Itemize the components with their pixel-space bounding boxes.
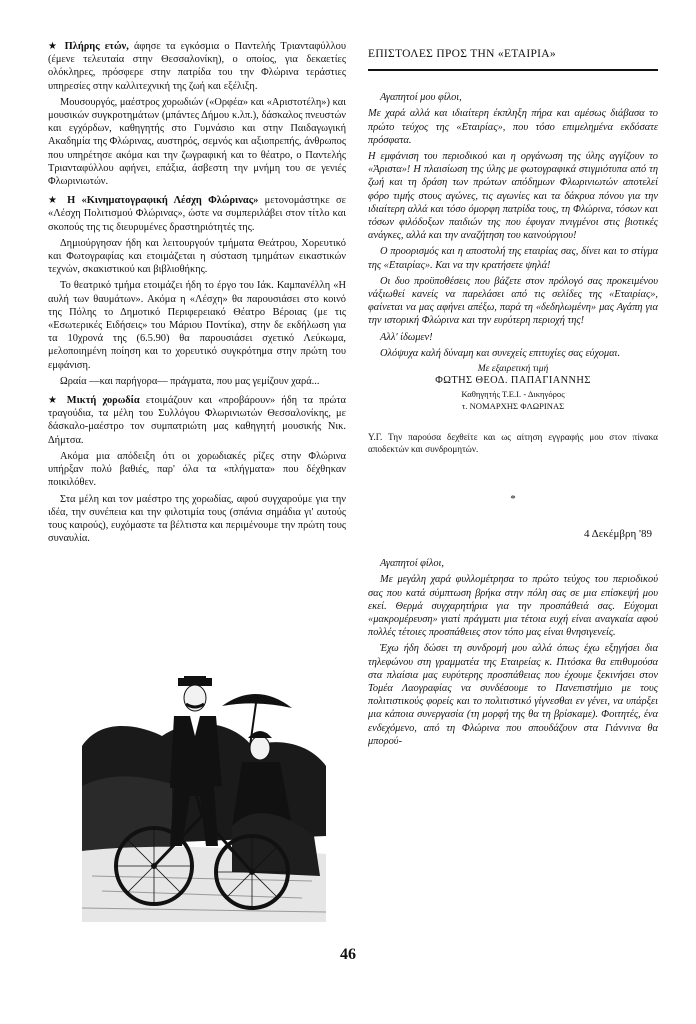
postscript: Υ.Γ. Την παρούσα δεχθείτε και ως αίτηση εγγραφής μου στον πίνακα αποδεκτών και συνδρομητών.	[368, 431, 658, 454]
paragraph: Ακόμα μια απόδειξη ότι οι χορωδιακές ρίζες στην Φλώρινα υπήρξαν πολύ βαθιές, παρ' όλα τα «πλήγματα» που δέχθηκαν ποικιλόθεν.	[48, 450, 346, 489]
sig-closing: Με εξαιρετική τιμή	[477, 364, 549, 375]
left-column	[48, 40, 346, 548]
paragraph: Με μεγάλη χαρά φυλλομέτρησα το πρώτο τεύχος του περιοδικού σας που κατά σύμπτωση βρήκα στην πόλη σας σε μια επίσκεψή μου εκεί. Θερμά συγχαρητήρια για την προσπάθειά σας. Εύχομαι «μακρομέρευση» γιατί πράγματι μια τέτοια ευχή είναι αναγκαία αφού πολλές τέτοιες προσπάθειες στον τόπο μας είναι θνησιγενείς.	[368, 574, 658, 639]
section-title: Η «Κινηματογραφική Λέσχη Φλώρινας»	[67, 195, 259, 207]
section-header: ΕΠΙΣΤΟΛΕΣ ΠΡΟΣ ΤΗΝ «ΕΤΑΙΡΙΑ»	[368, 48, 556, 60]
couple-on-bicycle-engraving	[82, 676, 326, 922]
paragraph: Η εμφάνιση του περιοδικού και η οργάνωση της ύλης αγγίζουν το «Άριστα»! Η πλαισίωση της ύλης με φωτογραφικά στιγμιότυπα από τη ζωή και τη δράση των πρώτων απόδημων Φλωρινιωτών αποτελεί φόρο τιμής στους αγώνες, τις αγωνίες και τα δάκρυα πόνου για την ιδιαίτερη αλλά και τόσο όμορφη πατρίδα τους, τη Φλώρινα, τόσων και τόσων φιλόδοξων παιδιών της που έφυγαν πνιγμένοι στις βιοτικές ανάγκες, αλλά και την αναζήτηση του καινούργιου!	[368, 151, 658, 242]
star-icon: ★	[48, 395, 61, 407]
greeting: Αγαπητοί μου φίλοι,	[380, 92, 462, 104]
paragraph: Με χαρά αλλά και ιδιαίτερη έκπληξη πήρα και αμέσως διάβασα το πρώτο τεύχος της «Εταιρίας», που τόσο επιμελημένα εκδόσατε πρόσφατα.	[368, 108, 658, 146]
separator: *	[510, 492, 516, 505]
sig-title: Καθηγητής Τ.Ε.Ι. - Δικηγόρος	[461, 388, 565, 399]
paragraph: Οι δυο προϋποθέσεις που βάζετε στον πρόλογό σας προκειμένου νάξιωθεί κανείς να παρελάσει από τις σελίδες της «Εταιρίας», φαίνεται να μας αφήνει απέξω, παρά τη «δεδηλωμένη» μας Αγάπη για την ιστορική Φλώρινα και την ευρύτερη περιοχή της!	[368, 275, 658, 327]
paragraph: Μουσουργός, μαέστρος χορωδιών («Ορφέα» και «Αριστοτέλη») και μουσικών συγκροτημάτων (μπάντες Δήμου κ.λπ.), δάσκαλος πνευστών και εγχόρδων, καθηγητής στο Γυμνάσιο και στην Παιδαγωγική Ακαδημία της Φλώρινας, αυστηρός, σεμνός και αξιοπρεπής, άνθρωπος που υπηρέτησε ακόμα και την ζωγραφική και το θέατρο, ο Παντελής Τριανταφύλλου αφήνει, επάξια, άσβεστη την μνήμη του σε γενιές Φλωρινιωτών.	[48, 96, 346, 188]
paragraph: ★ Πλήρης ετών, άφησε τα εγκόσμια ο Παντελής Τριανταφύλλου (έμενε τελευταία στην Θεσσαλονίκη), ο οποίος, για δεκαετίες ολόκληρες, πρόσφερε στην πατρίδα του την Φλώρινα τεράστιες υπηρεσίες στην καλλιτεχνική της ζωή και εξέλιξη.	[48, 41, 346, 92]
sig-title: τ. ΝΟΜΑΡΧΗΣ ΦΛΩΡΙΝΑΣ	[461, 401, 565, 412]
section-title: Πλήρης ετών,	[64, 41, 129, 52]
section-title: Μικτή χορωδία	[66, 395, 140, 407]
sig-name: ΦΩΤΗΣ ΘΕΟΔ. ΠΑΠΑΓΙΑΝΝΗΣ	[435, 375, 591, 387]
star-icon: ★	[48, 195, 61, 207]
signature-block	[368, 363, 658, 413]
paragraph: ★ Μικτή χορωδία ετοιμάζουν και «προβάρουν» ήδη τα πρώτα τραγούδια, τα μέλη του Συλλόγου Φλωρινιωτών Θεσσαλονίκης, με δάσκαλο-μαέστρο τον συμπατριώτη μας καθηγητή μουσικής Νικ. Δήμτσα.	[48, 395, 346, 446]
paragraph: Αλλ' ίδωμεν!	[380, 331, 433, 343]
star-icon: ★	[48, 41, 60, 52]
paragraph: Ο προορισμός και η αποστολή της εταιρίας σας, δίνει και το στίγμα της «Εταιρίας». Και να την κρατήσετε ψηλά!	[368, 246, 658, 271]
greeting: Αγαπητοί φίλοι,	[380, 558, 445, 570]
letter-date: 4 Δεκέμβρη '89	[584, 527, 652, 540]
paragraph: Ωραία —και παρήγορα— πράγματα, που μας γεμίζουν χαρά...	[60, 375, 320, 387]
right-column	[368, 40, 658, 751]
paragraph: Έχω ήδη δώσει τη συνδρομή μου αλλά όπως έχω εξηγήσει δια τηλεφώνου στη γραμματέα της Εταιρείας κ. Πιτόσκα θα επιθυμούσα στα πλαίσια μας ευρύτερης προσπάθειας που έχουμε ξεκινήσει στον Τομέα Λαογραφίας να συνδέσουμε το Πανεπιστήμιο με τους πολιτιστικούς φορείς και το πολιτιστικό γίγνεσθαι εν γένει, να υπάρξει μια κάποια συνεργασία (τη μορφή της θα τη βρίσκαμε). Φοιτητές, ένα ενδεχόμενο, από τη Φλώρινα που σπουδάζουν στα Γιάννινα θα μπορού-	[368, 643, 658, 747]
paragraph: Δημιούργησαν ήδη και λειτουργούν τμήματα Θεάτρου, Χορευτικό και Φωτογραφίας και ετοιμάζεται η σύσταση τμημάτων εικαστικών τεχνών, σκακιστικού και βιβλιοθήκης.	[48, 237, 346, 276]
header-rule	[368, 69, 658, 71]
paragraph: Στα μέλη και τον μαέστρο της χορωδίας, αφού συγχαρούμε για την ιδέα, την συνέπεια και την φιλοτιμία τους (σπάνια σημάδια γι' αυτούς τους καιρούς), ευχόμαστε τα βέλτιστα και περιμένουμε την πρώτη τους συναυλία.	[48, 493, 346, 545]
paragraph: ★ Η «Κινηματογραφική Λέσχη Φλώρινας» μετονομάστηκε σε «Λέσχη Πολιτισμού Φλώρινας», ώστε να συμπεριλάβει στον τίτλο και σκοπούς της τις διευρυμένες δραστηριότητές της.	[48, 195, 346, 233]
page-number: 46	[340, 946, 356, 963]
paragraph: Ολόψυχα καλή δύναμη και συνεχείς επιτυχίες σας εύχομαι.	[380, 347, 621, 359]
paragraph: Το θεατρικό τμήμα ετοιμάζει ήδη το έργο του Ιάκ. Καμπανέλλη «Η αυλή των θαυμάτων». Ακόμα η «Λέσχη» θα παρουσιάσει στο κοινό της Πόλης το Δημοτικό Περιφερειακό Θέατρο Βέροιας (με τις «Εσωτερικές Ειδήσεις» του Μάριου Ποντίκα), στην δε εκδήλωση για τα 10χρονά της (6.5.90) θα παρουσιάσει σχετικό Λεύκωμα, μελοποιημένη ποίηση και το χορευτικό συγκρότημα στην πρώτη του εμφάνιση.	[48, 280, 346, 371]
